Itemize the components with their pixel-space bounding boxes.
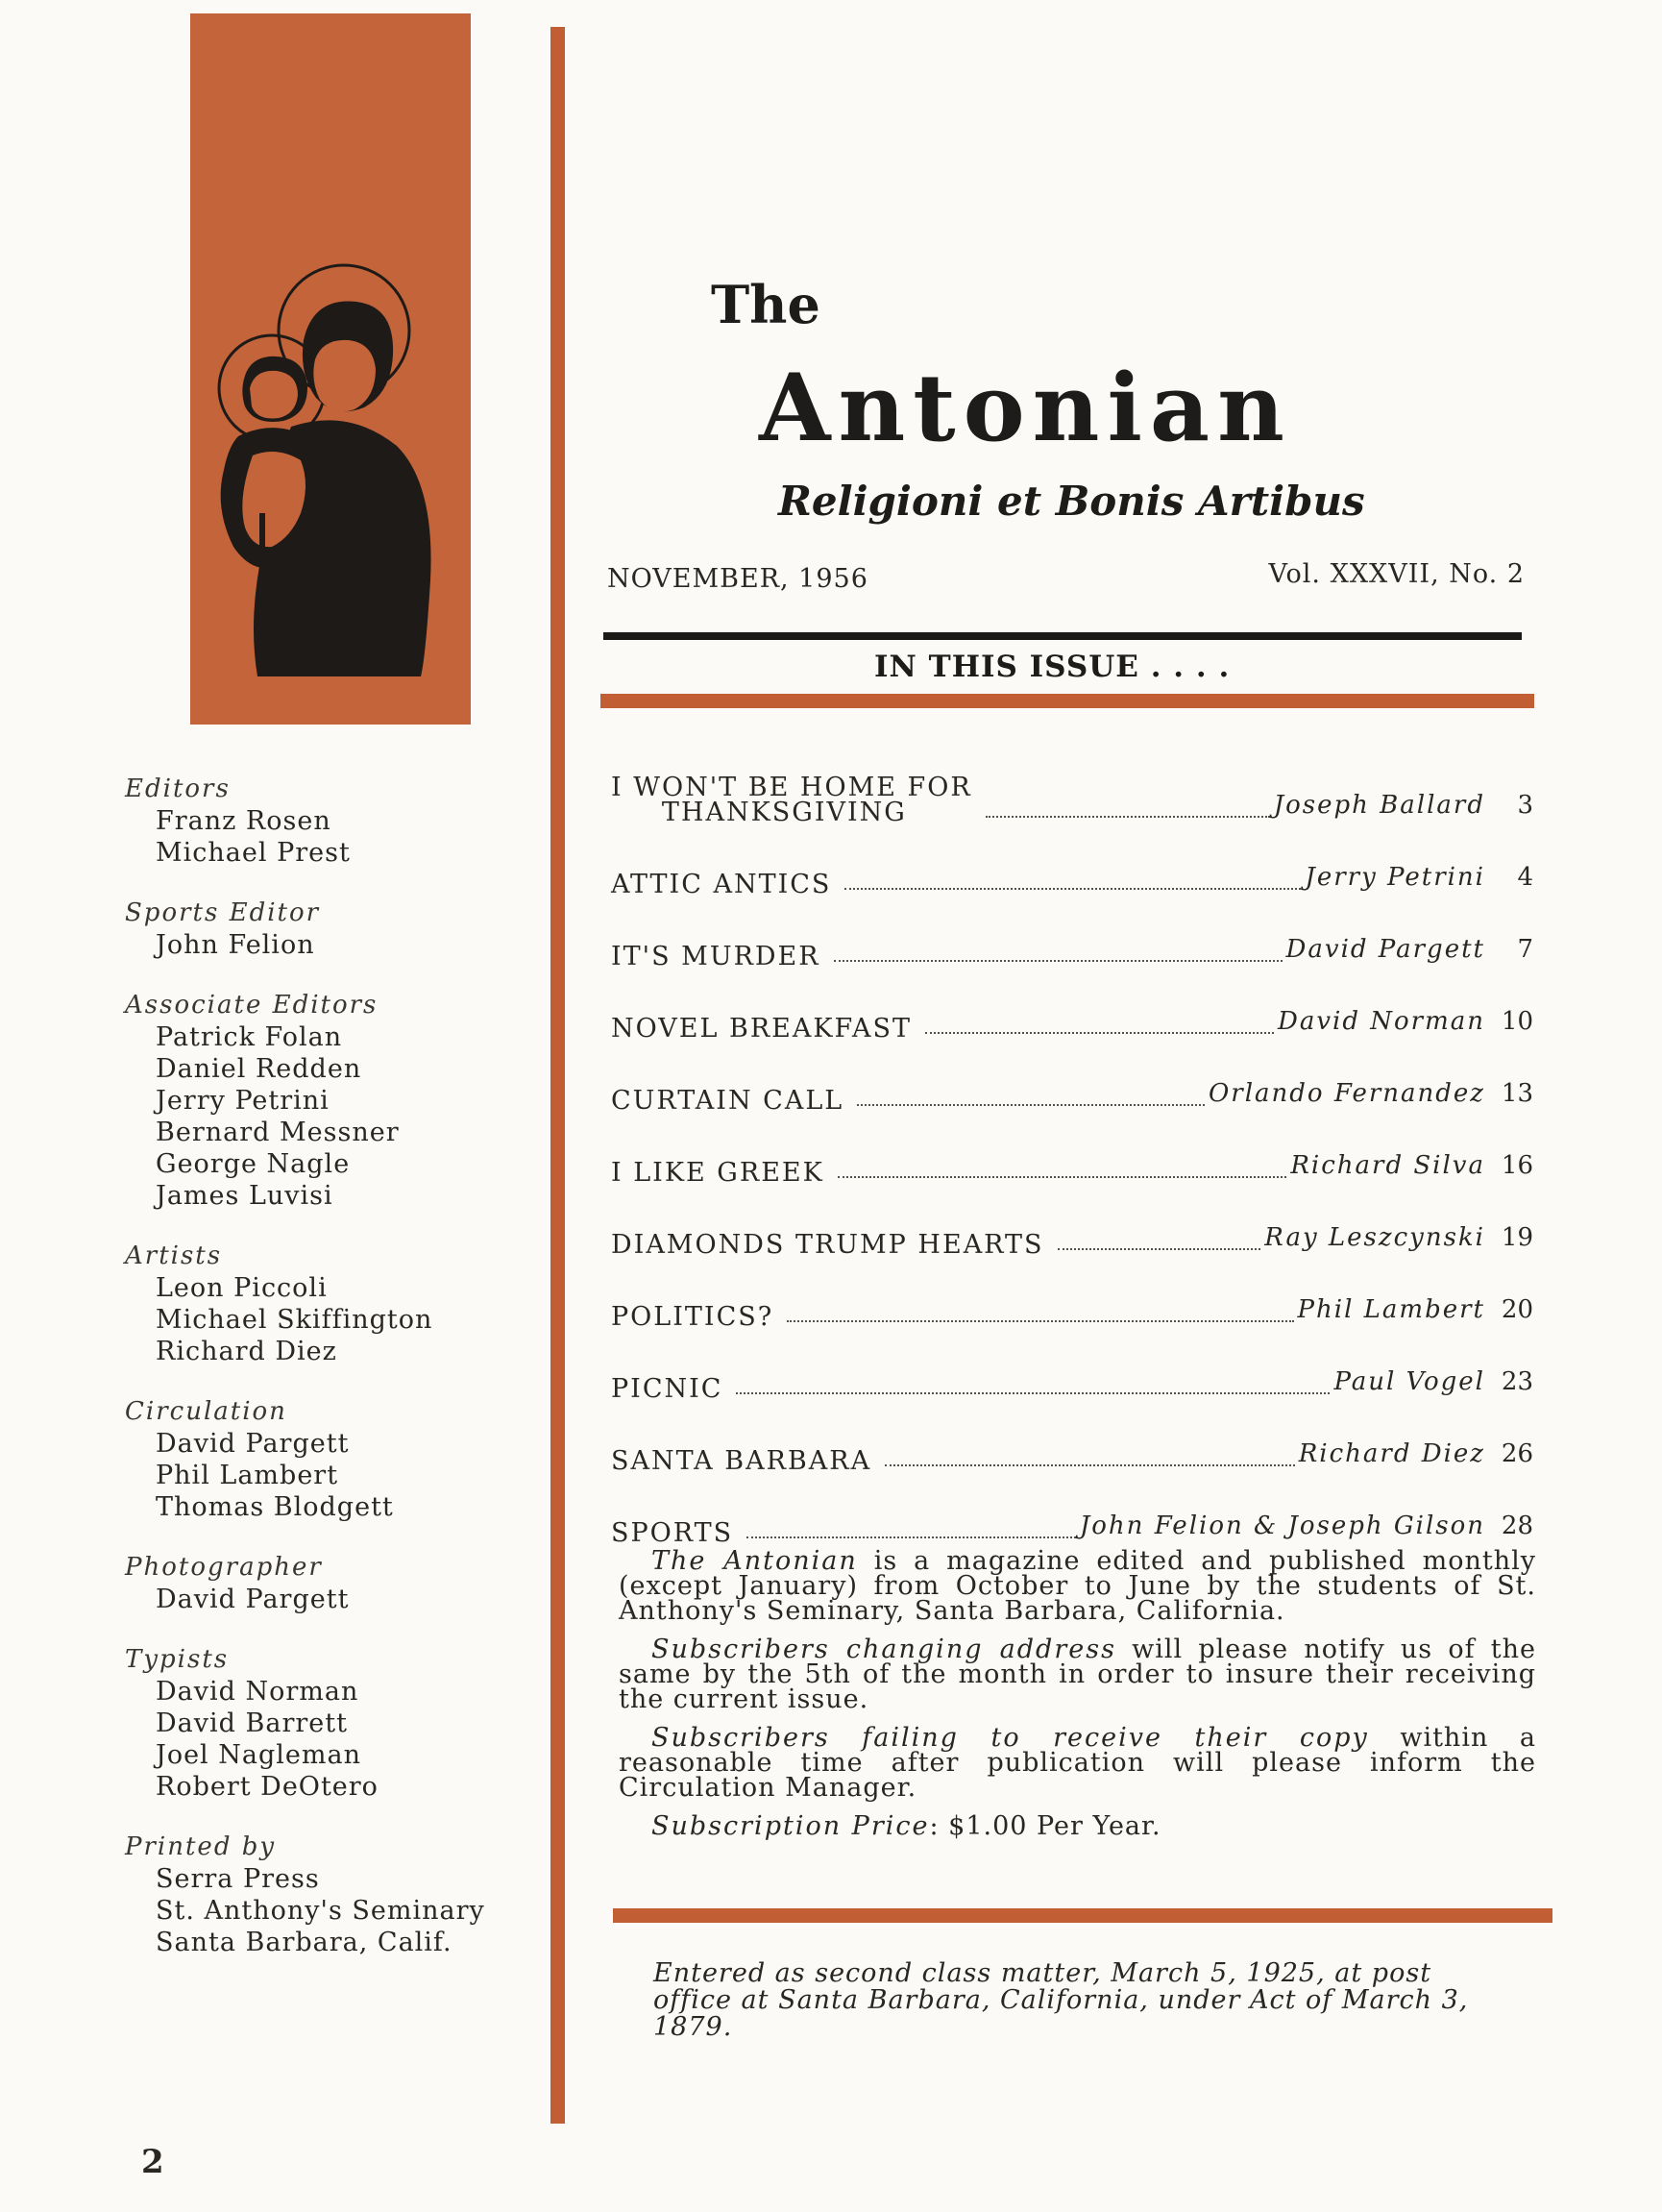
staff-name: Leon Piccoli (156, 1273, 328, 1303)
staff-name: David Barrett (156, 1708, 348, 1738)
staff-group-artists (125, 1241, 538, 1367)
vertical-divider-rule (550, 27, 565, 2124)
toc-author: Ray Leszcynski (1264, 1223, 1485, 1252)
toc-page-number: 16 (1501, 1151, 1533, 1180)
saint-figure-icon (190, 13, 471, 725)
toc-title: CURTAIN CALL (611, 1086, 844, 1116)
toc-row (611, 1042, 1533, 1114)
contents-heading: IN THIS ISSUE . . . . (874, 650, 1231, 684)
toc-title: SANTA BARBARA (611, 1446, 872, 1476)
staff-group-associate-editors (125, 990, 538, 1212)
toc-dot-leader (838, 1176, 1287, 1178)
staff-name: St. Anthony's Seminary (156, 1896, 485, 1926)
toc-author: Jerry Petrini (1305, 863, 1485, 892)
staff-name: David Norman (156, 1677, 359, 1707)
toc-author: Orlando Fernandez (1208, 1079, 1485, 1108)
staff-role: Typists (125, 1645, 230, 1674)
toc-title: NOVEL BREAKFAST (611, 1014, 912, 1044)
toc-row (611, 1330, 1533, 1402)
staff-group-editors (125, 774, 538, 869)
staff-name: Richard Diez (156, 1337, 337, 1366)
staff-role: Associate Editors (125, 991, 379, 1020)
staff-name: Patrick Folan (156, 1022, 343, 1052)
staff-name: John Felion (156, 930, 315, 960)
staff-name: Robert DeOtero (156, 1772, 379, 1802)
black-rule (603, 632, 1522, 640)
orange-rule-bottom (613, 1908, 1552, 1923)
toc-page-number: 20 (1501, 1295, 1533, 1324)
staff-name: Franz Rosen (156, 806, 331, 836)
toc-dot-leader (834, 960, 1283, 962)
info-text: within a reasonable time after publication will please inform the Circulation Manager. (619, 1723, 1536, 1803)
info-text: : $1.00 Per Year. (929, 1811, 1161, 1841)
staff-list (125, 774, 538, 1987)
toc-author: Paul Vogel (1333, 1367, 1485, 1396)
toc-page-number: 13 (1501, 1079, 1533, 1108)
staff-group-circulation (125, 1396, 538, 1523)
toc-row (611, 825, 1533, 897)
toc-dot-leader (746, 1536, 1076, 1538)
staff-role: Photographer (125, 1553, 323, 1582)
staff-group-typists (125, 1644, 538, 1803)
masthead-motto: Religioni et Bonis Artibus (778, 478, 1365, 525)
staff-group-printed-by (125, 1831, 538, 1958)
staff-name: Bernard Messner (156, 1118, 400, 1147)
toc-page-number: 7 (1517, 935, 1533, 964)
toc-title: DIAMONDS TRUMP HEARTS (611, 1230, 1044, 1260)
issue-volume: Vol. XXXVII, No. 2 (1268, 559, 1525, 589)
orange-rule-top (600, 694, 1534, 708)
toc-dot-leader (986, 816, 1270, 818)
staff-group-photographer (125, 1552, 538, 1615)
toc-row (611, 1402, 1533, 1474)
toc-row (611, 970, 1533, 1042)
staff-role: Printed by (125, 1832, 277, 1861)
staff-role: Editors (125, 774, 231, 803)
info-lead: Subscription Price (651, 1811, 930, 1841)
staff-name: Serra Press (156, 1864, 320, 1894)
toc-page-number: 28 (1501, 1512, 1533, 1540)
toc-title: POLITICS? (611, 1302, 774, 1332)
staff-name: Michael Skiffington (156, 1305, 433, 1335)
info-text: is a magazine edited and published monthly (except January) from October to June by the students of St. Anthony's Seminary, Santa Barbara, California. (619, 1546, 1536, 1626)
toc-page-number: 4 (1517, 863, 1533, 892)
info-paragraph (619, 1634, 1536, 1714)
info-lead: Subscribers failing to receive their copy (651, 1723, 1369, 1753)
info-paragraph (619, 1811, 1536, 1841)
staff-name: Daniel Redden (156, 1054, 362, 1084)
page-number: 2 (141, 2143, 164, 2181)
toc-dot-leader (787, 1320, 1293, 1322)
info-lead: Subscribers changing address (651, 1634, 1116, 1664)
staff-name: Michael Prest (156, 838, 351, 868)
masthead-the: The (711, 274, 820, 335)
toc-dot-leader (844, 888, 1301, 890)
toc-page-number: 19 (1501, 1223, 1533, 1252)
info-lead: The Antonian (651, 1546, 858, 1576)
saint-anthony-illustration (190, 13, 471, 725)
staff-name: Phil Lambert (156, 1461, 339, 1490)
toc-title: I LIKE GREEK (611, 1158, 824, 1188)
publication-info (619, 1546, 1536, 1853)
toc-page-number: 10 (1501, 1007, 1533, 1036)
staff-role: Sports Editor (125, 898, 321, 927)
toc-page-number: 26 (1501, 1439, 1533, 1468)
toc-dot-leader (736, 1392, 1330, 1394)
toc-dot-leader (1058, 1248, 1261, 1250)
toc-title: IT'S MURDER (611, 942, 820, 971)
toc-row (611, 1474, 1533, 1546)
staff-name: David Pargett (156, 1585, 350, 1614)
toc-dot-leader (857, 1104, 1205, 1106)
staff-name: George Nagle (156, 1149, 351, 1179)
toc-author: Richard Silva (1290, 1151, 1485, 1180)
toc-page-number: 23 (1501, 1367, 1533, 1396)
toc-row (611, 897, 1533, 970)
staff-name: Thomas Blodgett (156, 1492, 394, 1522)
toc-page-number: 3 (1517, 791, 1533, 820)
info-paragraph (619, 1546, 1536, 1626)
toc-author: Joseph Ballard (1273, 791, 1485, 820)
staff-group-sports-editor (125, 897, 538, 961)
toc-row (611, 1114, 1533, 1186)
staff-name: Santa Barbara, Calif. (156, 1928, 452, 1957)
toc-row (611, 1258, 1533, 1330)
toc-title: I WON'T BE HOME FOR THANKSGIVING (611, 773, 972, 827)
staff-role: Artists (125, 1241, 223, 1270)
toc-row (611, 753, 1533, 825)
toc-author: David Pargett (1285, 935, 1485, 964)
masthead-title: Antonian (759, 354, 1292, 462)
staff-name: Jerry Petrini (156, 1086, 330, 1116)
toc-author: Phil Lambert (1297, 1295, 1485, 1324)
toc-author: Richard Diez (1298, 1439, 1485, 1468)
info-text: will please notify us of the same by the 5th of the month in order to insure their receiving the current issue. (619, 1634, 1536, 1714)
toc-dot-leader (885, 1464, 1295, 1466)
table-of-contents (611, 753, 1533, 1546)
info-paragraph (619, 1723, 1536, 1803)
staff-name: David Pargett (156, 1429, 350, 1459)
staff-name: Joel Nagleman (156, 1740, 361, 1770)
toc-title: ATTIC ANTICS (611, 870, 832, 899)
toc-title: PICNIC (611, 1374, 723, 1404)
toc-title: SPORTS (611, 1518, 734, 1548)
postal-entry-note: Entered as second class matter, March 5, 1925, at post office at Santa Barbara, California, under Act of March 3, 1879. (653, 1958, 1469, 2042)
staff-name: James Luvisi (156, 1181, 333, 1211)
toc-author: David Norman (1278, 1007, 1485, 1036)
staff-role: Circulation (125, 1397, 287, 1426)
issue-date: NOVEMBER, 1956 (607, 564, 868, 594)
toc-dot-leader (925, 1032, 1274, 1034)
toc-author: John Felion & Joseph Gilson (1079, 1512, 1485, 1540)
toc-row (611, 1186, 1533, 1258)
